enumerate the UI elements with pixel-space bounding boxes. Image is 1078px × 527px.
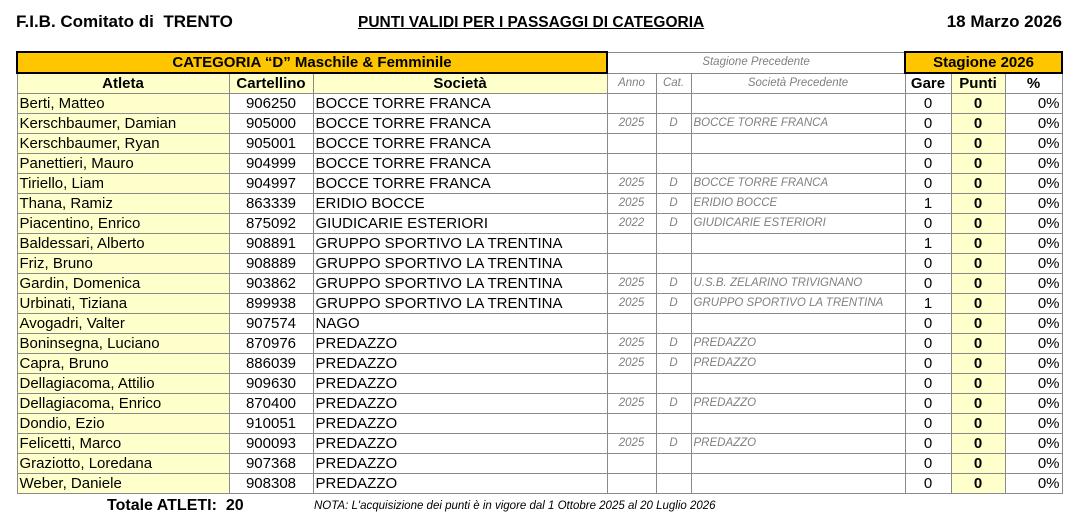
previous-club xyxy=(691,234,905,254)
previous-category xyxy=(656,414,691,434)
previous-year: 2025 xyxy=(607,434,656,454)
points: 0 xyxy=(951,134,1005,154)
previous-year xyxy=(607,154,656,174)
table-row xyxy=(17,214,1062,234)
col-header-cat: Cat. xyxy=(656,73,691,94)
points: 0 xyxy=(951,234,1005,254)
previous-category: D xyxy=(656,394,691,414)
total-value: 20 xyxy=(225,497,244,514)
athlete-name: Berti, Matteo xyxy=(17,94,229,114)
games-count: 0 xyxy=(905,114,951,134)
athlete-name: Weber, Daniele xyxy=(17,474,229,494)
table-row xyxy=(17,394,1062,414)
games-count: 1 xyxy=(905,194,951,214)
games-count: 0 xyxy=(905,214,951,234)
table-row xyxy=(17,134,1062,154)
points: 0 xyxy=(951,214,1005,234)
table-row xyxy=(17,194,1062,214)
points: 0 xyxy=(951,294,1005,314)
club-name: PREDAZZO xyxy=(313,474,607,494)
previous-year xyxy=(607,414,656,434)
table-row xyxy=(17,434,1062,454)
previous-year xyxy=(607,234,656,254)
percentage: 0% xyxy=(1005,474,1062,494)
card-number: 903862 xyxy=(229,274,313,294)
athlete-name: Avogadri, Valter xyxy=(17,314,229,334)
athlete-name: Kerschbaumer, Ryan xyxy=(17,134,229,154)
percentage: 0% xyxy=(1005,254,1062,274)
previous-club xyxy=(691,154,905,174)
previous-category xyxy=(656,134,691,154)
athlete-name: Friz, Bruno xyxy=(17,254,229,274)
category-title: CATEGORIA “D” Maschile & Femminile xyxy=(17,52,607,73)
games-count: 0 xyxy=(905,374,951,394)
percentage: 0% xyxy=(1005,354,1062,374)
percentage: 0% xyxy=(1005,234,1062,254)
previous-club xyxy=(691,254,905,274)
table-row xyxy=(17,474,1062,494)
club-name: PREDAZZO xyxy=(313,394,607,414)
club-name: PREDAZZO xyxy=(313,454,607,474)
games-count: 0 xyxy=(905,454,951,474)
athlete-name: Tiriello, Liam xyxy=(17,174,229,194)
card-number: 908891 xyxy=(229,234,313,254)
previous-category: D xyxy=(656,194,691,214)
previous-year: 2022 xyxy=(607,214,656,234)
points: 0 xyxy=(951,374,1005,394)
previous-club: BOCCE TORRE FRANCA xyxy=(691,114,905,134)
col-header-societa-precedente: Società Precedente xyxy=(691,73,905,94)
table-row xyxy=(17,354,1062,374)
previous-category xyxy=(656,234,691,254)
club-name: ERIDIO BOCCE xyxy=(313,194,607,214)
club-name: BOCCE TORRE FRANCA xyxy=(313,114,607,134)
table-row xyxy=(17,314,1062,334)
col-header-gare: Gare xyxy=(905,73,951,94)
points: 0 xyxy=(951,474,1005,494)
club-name: GRUPPO SPORTIVO LA TRENTINA xyxy=(313,274,607,294)
percentage: 0% xyxy=(1005,154,1062,174)
points: 0 xyxy=(951,274,1005,294)
table-row xyxy=(17,414,1062,434)
table-row xyxy=(17,234,1062,254)
card-number: 910051 xyxy=(229,414,313,434)
athlete-name: Capra, Bruno xyxy=(17,354,229,374)
previous-category xyxy=(656,254,691,274)
athlete-name: Felicetti, Marco xyxy=(17,434,229,454)
athletes-table xyxy=(16,51,1063,494)
athlete-name: Dellagiacoma, Attilio xyxy=(17,374,229,394)
points: 0 xyxy=(951,254,1005,274)
games-count: 0 xyxy=(905,154,951,174)
games-count: 0 xyxy=(905,434,951,454)
previous-category xyxy=(656,454,691,474)
previous-category xyxy=(656,154,691,174)
table-row xyxy=(17,154,1062,174)
percentage: 0% xyxy=(1005,434,1062,454)
athlete-name: Urbinati, Tiziana xyxy=(17,294,229,314)
current-season-title: Stagione 2026 xyxy=(905,52,1062,73)
points: 0 xyxy=(951,154,1005,174)
previous-year xyxy=(607,254,656,274)
games-count: 0 xyxy=(905,134,951,154)
previous-club xyxy=(691,94,905,114)
previous-category: D xyxy=(656,174,691,194)
previous-category xyxy=(656,94,691,114)
percentage: 0% xyxy=(1005,94,1062,114)
club-name: BOCCE TORRE FRANCA xyxy=(313,134,607,154)
previous-year: 2025 xyxy=(607,354,656,374)
points: 0 xyxy=(951,434,1005,454)
card-number: 905001 xyxy=(229,134,313,154)
club-name: BOCCE TORRE FRANCA xyxy=(313,174,607,194)
club-name: GIUDICARIE ESTERIORI xyxy=(313,214,607,234)
previous-club xyxy=(691,414,905,434)
previous-club: GRUPPO SPORTIVO LA TRENTINA xyxy=(691,294,905,314)
club-name: BOCCE TORRE FRANCA xyxy=(313,94,607,114)
total-label: Totale ATLETI: xyxy=(107,497,217,514)
percentage: 0% xyxy=(1005,314,1062,334)
percentage: 0% xyxy=(1005,394,1062,414)
previous-year xyxy=(607,134,656,154)
games-count: 1 xyxy=(905,234,951,254)
points: 0 xyxy=(951,114,1005,134)
card-number: 904999 xyxy=(229,154,313,174)
previous-club: PREDAZZO xyxy=(691,334,905,354)
previous-year: 2025 xyxy=(607,274,656,294)
previous-category: D xyxy=(656,334,691,354)
col-header-pct: % xyxy=(1005,73,1062,94)
card-number: 907574 xyxy=(229,314,313,334)
previous-category: D xyxy=(656,114,691,134)
card-number: 863339 xyxy=(229,194,313,214)
points: 0 xyxy=(951,354,1005,374)
percentage: 0% xyxy=(1005,294,1062,314)
previous-category: D xyxy=(656,354,691,374)
previous-category: D xyxy=(656,434,691,454)
club-name: PREDAZZO xyxy=(313,374,607,394)
previous-year xyxy=(607,474,656,494)
card-number: 870976 xyxy=(229,334,313,354)
report-date: 18 Marzo 2026 xyxy=(946,12,1062,31)
previous-year: 2025 xyxy=(607,194,656,214)
previous-club xyxy=(691,474,905,494)
percentage: 0% xyxy=(1005,334,1062,354)
col-header-atleta: Atleta xyxy=(17,73,229,94)
athlete-name: Dellagiacoma, Enrico xyxy=(17,394,229,414)
games-count: 0 xyxy=(905,314,951,334)
previous-year: 2025 xyxy=(607,394,656,414)
card-number: 906250 xyxy=(229,94,313,114)
athlete-name: Boninsegna, Luciano xyxy=(17,334,229,354)
percentage: 0% xyxy=(1005,114,1062,134)
club-name: PREDAZZO xyxy=(313,414,607,434)
col-header-societa: Società xyxy=(313,73,607,94)
athlete-name: Panettieri, Mauro xyxy=(17,154,229,174)
card-number: 908889 xyxy=(229,254,313,274)
previous-club xyxy=(691,134,905,154)
points: 0 xyxy=(951,454,1005,474)
percentage: 0% xyxy=(1005,134,1062,154)
table-row xyxy=(17,114,1062,134)
column-header-row xyxy=(17,73,1062,94)
previous-category: D xyxy=(656,294,691,314)
games-count: 1 xyxy=(905,294,951,314)
club-name: GRUPPO SPORTIVO LA TRENTINA xyxy=(313,234,607,254)
points: 0 xyxy=(951,394,1005,414)
games-count: 0 xyxy=(905,474,951,494)
previous-year: 2025 xyxy=(607,294,656,314)
percentage: 0% xyxy=(1005,214,1062,234)
athlete-name: Piacentino, Enrico xyxy=(17,214,229,234)
table-row xyxy=(17,274,1062,294)
footer-note: NOTA: L'acquisizione dei punti è in vigore dal 1 Ottobre 2025 al 20 Luglio 2026 xyxy=(314,500,716,512)
card-number: 875092 xyxy=(229,214,313,234)
percentage: 0% xyxy=(1005,374,1062,394)
previous-category xyxy=(656,374,691,394)
previous-club: ERIDIO BOCCE xyxy=(691,194,905,214)
games-count: 0 xyxy=(905,94,951,114)
previous-year xyxy=(607,374,656,394)
card-number: 904997 xyxy=(229,174,313,194)
club-name: GRUPPO SPORTIVO LA TRENTINA xyxy=(313,294,607,314)
card-number: 900093 xyxy=(229,434,313,454)
athlete-name: Gardin, Domenica xyxy=(17,274,229,294)
table-row xyxy=(17,374,1062,394)
organization-title: F.I.B. Comitato di TRENTO xyxy=(16,12,233,31)
points: 0 xyxy=(951,314,1005,334)
club-name: PREDAZZO xyxy=(313,354,607,374)
percentage: 0% xyxy=(1005,174,1062,194)
club-name: BOCCE TORRE FRANCA xyxy=(313,154,607,174)
games-count: 0 xyxy=(905,394,951,414)
games-count: 0 xyxy=(905,334,951,354)
previous-club xyxy=(691,454,905,474)
club-name: PREDAZZO xyxy=(313,334,607,354)
athlete-name: Dondio, Ezio xyxy=(17,414,229,434)
table-row xyxy=(17,294,1062,314)
club-name: GRUPPO SPORTIVO LA TRENTINA xyxy=(313,254,607,274)
points: 0 xyxy=(951,194,1005,214)
previous-club: BOCCE TORRE FRANCA xyxy=(691,174,905,194)
col-header-anno: Anno xyxy=(607,73,656,94)
points: 0 xyxy=(951,174,1005,194)
total-athletes xyxy=(107,497,244,515)
previous-club: PREDAZZO xyxy=(691,434,905,454)
previous-year xyxy=(607,94,656,114)
previous-club: PREDAZZO xyxy=(691,394,905,414)
previous-year xyxy=(607,314,656,334)
previous-year xyxy=(607,454,656,474)
points: 0 xyxy=(951,334,1005,354)
previous-year: 2025 xyxy=(607,174,656,194)
card-number: 907368 xyxy=(229,454,313,474)
card-number: 899938 xyxy=(229,294,313,314)
card-number: 908308 xyxy=(229,474,313,494)
club-name: NAGO xyxy=(313,314,607,334)
table-row xyxy=(17,174,1062,194)
percentage: 0% xyxy=(1005,414,1062,434)
previous-club: PREDAZZO xyxy=(691,354,905,374)
card-number: 870400 xyxy=(229,394,313,414)
table-row xyxy=(17,454,1062,474)
athlete-name: Thana, Ramiz xyxy=(17,194,229,214)
games-count: 0 xyxy=(905,414,951,434)
page-title: PUNTI VALIDI PER I PASSAGGI DI CATEGORIA xyxy=(358,14,705,31)
percentage: 0% xyxy=(1005,274,1062,294)
games-count: 0 xyxy=(905,274,951,294)
previous-club xyxy=(691,374,905,394)
col-header-cartellino: Cartellino xyxy=(229,73,313,94)
previous-category: D xyxy=(656,214,691,234)
previous-club: GIUDICARIE ESTERIORI xyxy=(691,214,905,234)
percentage: 0% xyxy=(1005,454,1062,474)
games-count: 0 xyxy=(905,174,951,194)
card-number: 886039 xyxy=(229,354,313,374)
club-name: PREDAZZO xyxy=(313,434,607,454)
athlete-name: Kerschbaumer, Damian xyxy=(17,114,229,134)
games-count: 0 xyxy=(905,354,951,374)
points: 0 xyxy=(951,414,1005,434)
table-row xyxy=(17,94,1062,114)
games-count: 0 xyxy=(905,254,951,274)
athlete-name: Baldessari, Alberto xyxy=(17,234,229,254)
previous-season-title: Stagione Precedente xyxy=(607,52,905,73)
col-header-punti: Punti xyxy=(951,73,1005,94)
previous-category xyxy=(656,314,691,334)
percentage: 0% xyxy=(1005,194,1062,214)
previous-category: D xyxy=(656,274,691,294)
previous-club xyxy=(691,314,905,334)
table-row xyxy=(17,334,1062,354)
previous-year: 2025 xyxy=(607,114,656,134)
previous-category xyxy=(656,474,691,494)
points: 0 xyxy=(951,94,1005,114)
previous-year: 2025 xyxy=(607,334,656,354)
card-number: 909630 xyxy=(229,374,313,394)
card-number: 905000 xyxy=(229,114,313,134)
table-band-row xyxy=(17,52,1062,73)
athlete-name: Graziotto, Loredana xyxy=(17,454,229,474)
table-row xyxy=(17,254,1062,274)
previous-club: U.S.B. ZELARINO TRIVIGNANO xyxy=(691,274,905,294)
